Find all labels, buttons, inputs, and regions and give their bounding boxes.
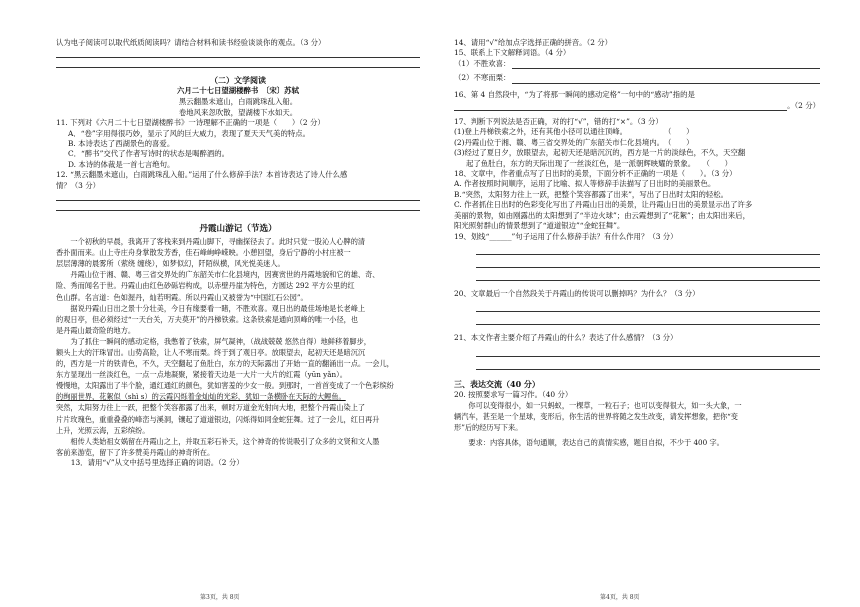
composition-prompt: 你可以变得很小，如一只蚂蚁，一棵草，一粒石子；也可以变得很大，如一头大象，一 [454,401,742,411]
answer-line[interactable] [476,268,820,281]
essay-line: 据说丹霞山日出之景十分壮美，今日有缘要看一睹，不胜欢喜。观日出的最佳场地是长老峰上 [56,303,366,313]
q18-option-b: B.“突然，太阳努力往上一跃，把整个笑容都露了出来”，写出了日出时太阳的轻松。 [454,189,729,199]
question-19: 19、划线“______”句子运用了什么修辞手法？有什么作用？（3 分） [454,231,678,241]
q15-item-2: （2）不寒而栗： [454,73,820,83]
question-20: 20、文章最后一个自然段关于丹霞山的传说可以删掉吗？为什么？（3 分） [454,288,700,298]
essay-line: 片片玫瑰色，重重叠叠的峰峦与溪洞，镶起了道道银边，闪烁得如同金蛇狂舞。过了一会儿，红日再升 [56,414,380,424]
answer-line[interactable] [56,48,420,58]
essay-line: 慢慢地，太阳露出了半个脸，通红通红的颜色，犹如害羞的少女一般。到那时，一首首变成了一个色彩缤纷 [56,381,394,391]
answer-line[interactable] [512,60,820,69]
composition-prompt: 辆汽车，甚至是一个星球，变形后，你生活的世界将随之发生改变，请发挥想象，把你“变 [454,412,738,422]
option-c: C．“醉书”交代了作者写诗时的状态是喝醉酒的。 [68,149,230,159]
q18-option-c-cont: 美丽的景物，如由刚露出的太阳想到了“半边火球”；由云霞想到了“花絮”；由太阳出来后， [454,210,750,220]
section-heading-expression: 三、表达交流（40 分） [454,378,540,389]
question-12-cont: 情？（3 分） [56,180,101,190]
right-page [430,0,860,607]
essay-line: 是丹霞山最奇险的地方。 [56,325,136,335]
composition-requirement: 要求：内容具体，语句通顺，表达自己的真情实感，题目自拟，不少于 400 字。 [454,438,724,448]
q18-option-c: C. 作者抓住日出时的色彩变化写出了丹霞山日出的美景，让丹霞山日出的美景显示出了许多 [454,200,753,210]
q16-answer: 。（2 分） [454,100,820,111]
section-heading-literature: （二）文学阅读 [210,75,266,86]
answer-line[interactable] [454,100,787,111]
essay-line: 丹霞山位于湘、赣、粤三省交界处的广东韶关市仁化县境内，因赛赏世的丹霞地貌和它的雄、奇、 [56,270,380,280]
answer-line[interactable] [512,75,820,84]
answer-line[interactable] [56,201,420,211]
option-d: D. 本诗的体裁是一首七言绝句。 [68,159,175,169]
essay-title: 丹霞山游记（节选） [199,224,277,235]
essay-line: 香扑面而来。山上寺庄舟身掌散发芳香，佳石峰峋峥嵘映。小憩回望，身后宁静的小村庄被一 [56,248,351,258]
essay-underlined-line: 的绚丽世界，花絮似（shì s）的云霞闪烁着金灿灿的光彩，犹如一条横卧在天际的大鲤鱼。 [56,392,346,402]
q17-item-cont: 起了鱼肚白，东方的天际出现了一丝淡红色，是一派朝辉映耀的景象。 （ ） [466,158,733,168]
question-18: 18、文章中，作者重点写了日出时的美景，下面分析不正确的一项是（ ）。（3 分） [454,169,737,179]
poem-line: 黑云翻墨未遮山，白雨跳珠乱入船。 [178,97,298,106]
essay-line: 突然，太阳努力往上一跃，把整个笑容都露了出来，顿时万道金光射向大地，把整个丹霞山染上了 [56,403,366,413]
essay-line: 色山群。名言道：色如渥丹，灿若明霞。所以丹霞山又被誉为“中国红石公园”。 [56,292,308,302]
essay-line: 上升，光照云海，五彩缤纷。 [56,425,150,435]
q17-item: (2)丹霞山位于湘、赣、粤三省交界处的广东韶关市仁化县境内。 （ ） [454,137,694,147]
answer-line[interactable] [476,357,820,370]
q15-item-1: （1）不胜欢喜： [454,59,820,69]
q17-item: (3)经过了夏日夕，放眼望去，起初天还是暗沉沉的，西方是一片的淡绿色，不久，天空翻 [454,148,746,158]
essay-line: 东方显现出一丝淡红色，一点一点地凝聚，紧接着天边是一大片一大片的红霞（yūn yǎn）。 [56,370,347,380]
poem-title: 六月二十七日望湖楼醉书 〔宋〕苏轼 [177,86,299,96]
q17-item: (1)登上丹梯铁索之外，还有其他小径可以通往顶峰。 （ ） [454,127,694,137]
answer-line[interactable] [476,344,820,357]
page-number-left: 第3页，共 8页 [200,594,240,601]
question-14: 14、请用“√”给加点字选择正确的拼音。（2 分） [454,38,613,47]
question-16: 16、第 4 自然段中，“为了将那一瞬间的感动定格”一句中的“感动”指的是 [454,89,695,99]
q18-option-c-cont: 阳光照射群山的情景想到了“道道银边”“金蛇狂舞”。 [454,221,625,231]
q18-option-a: A. 作者按照时间顺序，运用了比喻、拟人等修辞手法描写了日出时的美丽景色。 [454,179,716,189]
question-15: 15、联系上下文解释词语。（4 分） [454,48,571,58]
answer-line[interactable] [476,312,820,325]
answer-line[interactable] [56,58,420,68]
question-11: 11. 下列对《六月二十七日望湖楼醉书》一诗理解不正确的一项是（ ）（2 分） [56,118,325,128]
essay-line: 为了抓住一瞬间的感动定格，我憋着了铁索，屏气凝神，（战战兢兢 悠然自得）地鲜移着脚步， [56,336,371,346]
question-13: 13．请用“√”从文中括号里选择正确的词语。（2 分） [56,457,244,467]
essay-line: 客前来游览，留下了许多赞美丹霞山的神奇所在。 [56,447,215,457]
composition-heading: 20. 按照要求写一篇习作。（40 分） [454,389,573,399]
essay-line: 一个初秋的早晨，我离开了客栈来到丹霞山脚下，寻幽探径去了。此时只觉一股沁人心脾的清 [56,237,366,247]
answer-line[interactable] [56,191,420,201]
essay-line: 的观日亭，但必须经过“一天台关，万夫莫开”的丹梯铁索。这条铁索是通向顶峰的唯一小径，也 [56,314,359,324]
page-number-right: 第4页，共 8页 [600,594,640,601]
option-b: B. 本诗表达了西湖景色的喜爱。 [68,139,175,148]
essay-line: 相传人类始祖女娲留在丹霞山之上，并取五彩石补天，这个神奇的传说吸引了众多的文贤和文人墨 [56,436,380,446]
essay-line: 的，西方是一片的铁青色，不久，天空翻起了鱼肚白，东方的天际露出了开始一直的翻涌出一点。一会儿， [56,359,394,369]
essay-line: 险、秀而闻名于世。丹霞山由红色砂砾岩构成，以赤壁丹崖为特色，方圆达 292 平方公里的红 [56,281,355,291]
option-a: A．“卷”字用得很巧妙，显示了风的巨大威力，表现了夏天天气美的特点。 [68,128,311,138]
essay-line: 额头上大的汗珠冒出。山势高险，让人不寒而栗。终于到了观日亭。放眼望去，起初天还是暗沉沉 [56,347,366,357]
question-12: 12. “黑云翻墨未遮山，白雨跳珠乱入船。”运用了什么修辞手法？本首诗表达了诗人什么感 [56,170,348,180]
essay-line: 层层薄薄的晨雾所（萦绕 缠绕），如梦似幻，阡陌纵横，风光悦美迷人。 [56,259,285,269]
question-21: 21、本文作者主要介绍了丹霞山的什么？表达了什么感情？（3 分） [454,333,678,343]
composition-prompt: 形”后的经历写下来。 [454,423,523,433]
answer-line[interactable] [476,255,820,268]
answer-line[interactable] [476,242,820,255]
intro-question: 认为电子阅读可以取代纸质阅读吗？请结合材料和读书经验谈谈你的观点。（3 分） [56,38,326,47]
answer-line[interactable] [476,299,820,312]
question-17: 17、判断下列说法是否正确，对的打“√”，错的打“×”。（3 分） [454,117,663,127]
poem-line: 卷地风来忽吹散，望湖楼下水如天。 [178,107,298,117]
